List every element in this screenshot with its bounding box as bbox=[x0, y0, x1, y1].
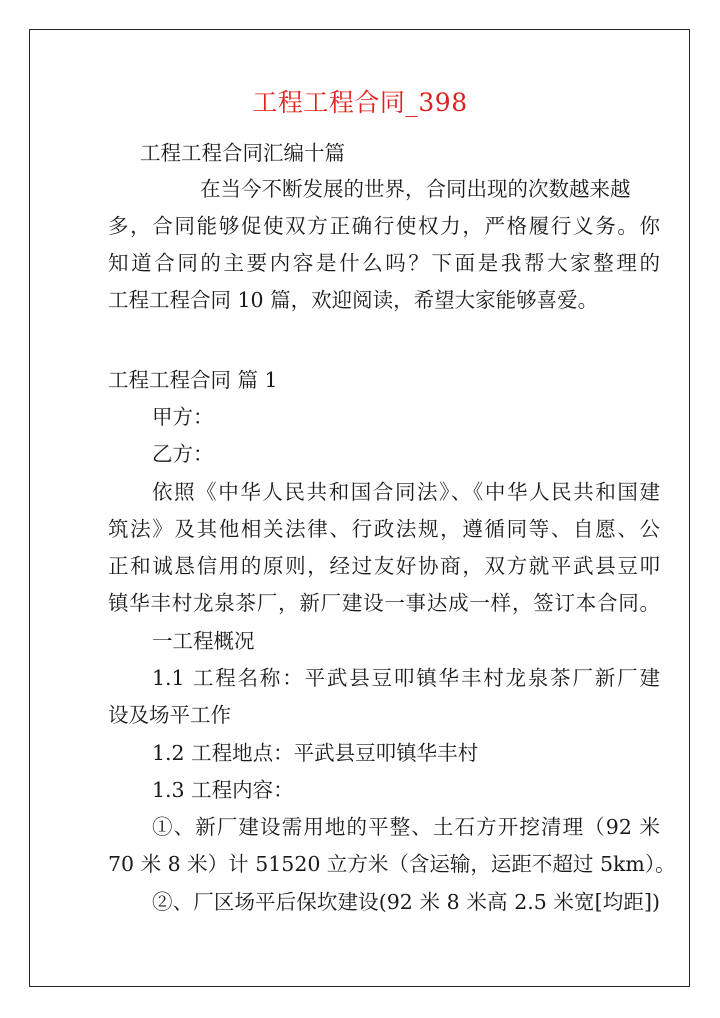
intro-line-3: 知道合同的主要内容是什么吗？下面是我帮大家整理的 bbox=[108, 251, 660, 275]
item-2-line-1: ②、厂区场平后保坎建设(92 米 8 米高 2.5 米宽[均距]) bbox=[152, 890, 660, 914]
party-b-label: 乙方： bbox=[152, 442, 214, 466]
clause-1-2: 1.2 工程地点：平武县豆叩镇华丰村 bbox=[152, 741, 479, 765]
clause-1-heading: 一工程概况 bbox=[152, 629, 255, 653]
clause-1-3: 1.3 工程内容： bbox=[152, 778, 294, 802]
page-border bbox=[29, 29, 690, 987]
item-1-line-2: 70 米 8 米）计 51520 立方米（含运输，运距不超过 5km）。 bbox=[108, 852, 676, 876]
document-subtitle: 工程工程合同汇编十篇 bbox=[140, 141, 345, 165]
clause-1-1-line-1: 1.1 工程名称：平武县豆叩镇华丰村龙泉茶厂新厂建 bbox=[152, 666, 660, 690]
intro-line-4: 工程工程合同 10 篇，欢迎阅读，希望大家能够喜爱。 bbox=[108, 288, 599, 312]
clause-1-1-line-2: 设及场平工作 bbox=[108, 703, 231, 727]
intro-line-1: 在当今不断发展的世界，合同出现的次数越来越 bbox=[200, 177, 631, 201]
section-heading: 工程工程合同 篇 1 bbox=[108, 368, 278, 392]
intro-line-2: 多，合同能够促使双方正确行使权力，严格履行义务。你 bbox=[108, 214, 660, 238]
party-a-label: 甲方： bbox=[152, 405, 214, 429]
item-1-line-1: ①、新厂建设需用地的平整、土石方开挖清理（92 米 bbox=[152, 815, 660, 839]
preamble-line-1: 依照《中华人民共和国合同法》、《中华人民共和国建 bbox=[152, 480, 660, 504]
preamble-line-2: 筑法》及其他相关法律、行政法规，遵循同等、自愿、公 bbox=[108, 517, 660, 541]
preamble-line-4: 镇华丰村龙泉茶厂，新厂建设一事达成一样，签订本合同。 bbox=[108, 591, 660, 615]
preamble-line-3: 正和诚恳信用的原则，经过友好协商，双方就平武县豆叩 bbox=[108, 554, 660, 578]
document-title: 工程工程合同_398 bbox=[252, 88, 468, 117]
